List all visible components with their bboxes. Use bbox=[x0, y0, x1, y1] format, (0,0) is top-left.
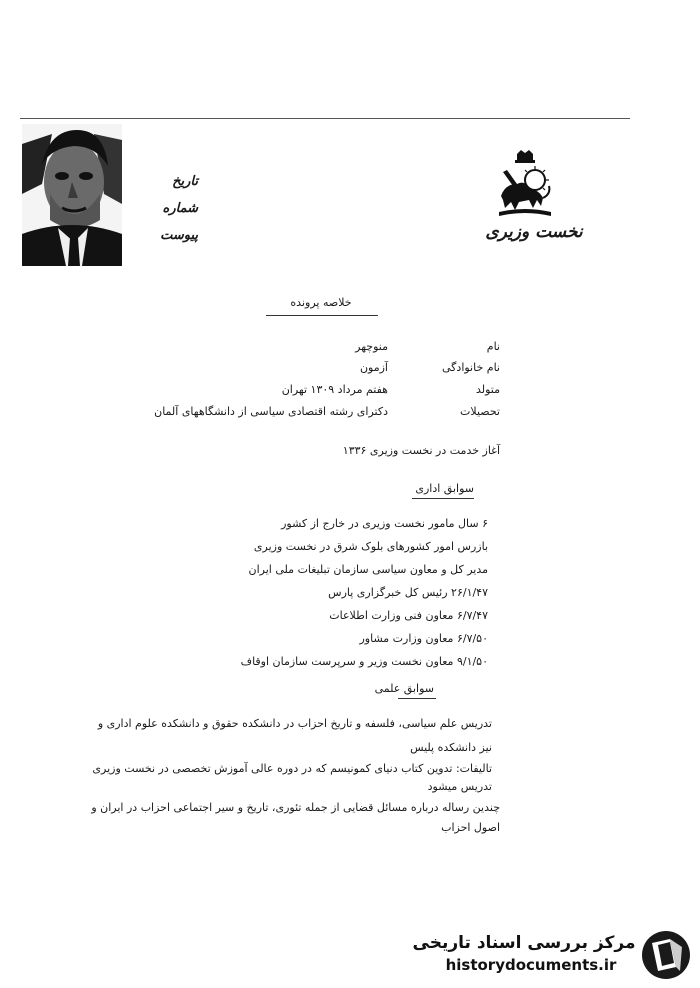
admin-heading: سوابق اداری bbox=[415, 482, 474, 495]
admin-item: ۶/۷/۵۰ معاون وزارت مشاور bbox=[359, 632, 488, 645]
field-label-education: تحصیلات bbox=[460, 405, 500, 418]
watermark-url[interactable]: historydocuments.ir bbox=[445, 956, 617, 974]
watermark-title: مرکز بررسی اسناد تاریخی bbox=[412, 933, 636, 953]
number-label: شماره bbox=[162, 201, 198, 216]
academic-item: چندین رساله درباره مسائل قضایی از جمله تئوری، تاریخ و سیر اجتماعی احزاب در ایران و اصول احزاب bbox=[91, 801, 500, 834]
academic-item: تدریس علم سیاسی، فلسفه و تاریخ احزاب در دانشکده حقوق و دانشکده علوم اداری و نیز دانشکده پلیس bbox=[97, 717, 492, 754]
admin-item: مدیر کل و معاون سیاسی سازمان تبلیغات ملی ایران bbox=[248, 563, 488, 576]
field-label-name: نام bbox=[486, 340, 500, 353]
office-name: نخست وزیری bbox=[485, 222, 583, 242]
portrait-photo bbox=[22, 124, 122, 266]
field-value-born: هفتم مرداد ۱۳۰۹ تهران bbox=[281, 383, 388, 396]
title-underline bbox=[266, 315, 378, 316]
academic-item: تالیفات: تدوین کتاب دنیای کمونیسم که در دوره عالی آموزش تخصصی در نخست وزیری تدریس میشود bbox=[92, 762, 492, 793]
date-label: تاریخ bbox=[172, 174, 198, 189]
document-title: خلاصه پرونده bbox=[290, 296, 352, 309]
field-value-education: دکترای رشته اقتصادی سیاسی از دانشگاههای آلمان bbox=[154, 405, 388, 418]
field-label-family: نام خانوادگی bbox=[442, 361, 500, 374]
field-value-name: منوچهر bbox=[355, 340, 388, 353]
service-start: آغاز خدمت در نخست وزیری ۱۳۳۶ bbox=[342, 444, 500, 457]
header-rule bbox=[20, 118, 630, 119]
admin-item: بازرس امور کشورهای بلوک شرق در نخست وزیری bbox=[253, 540, 488, 553]
field-label-born: متولد bbox=[475, 383, 500, 396]
archive-logo-icon bbox=[640, 927, 692, 983]
academic-heading: سوابق علمی bbox=[374, 682, 434, 695]
admin-item: ۲۶/۱/۴۷ رئیس کل خبرگزاری پارس bbox=[328, 586, 488, 599]
lion-and-sun-emblem bbox=[495, 150, 555, 218]
admin-item: ۶ سال مامور نخست وزیری در خارج از کشور bbox=[281, 517, 488, 530]
letterhead-meta bbox=[128, 168, 198, 249]
academic-heading-underline bbox=[398, 698, 436, 699]
admin-item: ۶/۷/۴۷ معاون فنی وزارت اطلاعات bbox=[329, 609, 488, 622]
admin-heading-underline bbox=[412, 498, 474, 499]
attachment-label: پیوست bbox=[160, 228, 198, 243]
field-value-family: آزمون bbox=[359, 361, 388, 374]
admin-item: ۹/۱/۵۰ معاون نخست وزیر و سرپرست سازمان اوقاف bbox=[240, 655, 488, 668]
